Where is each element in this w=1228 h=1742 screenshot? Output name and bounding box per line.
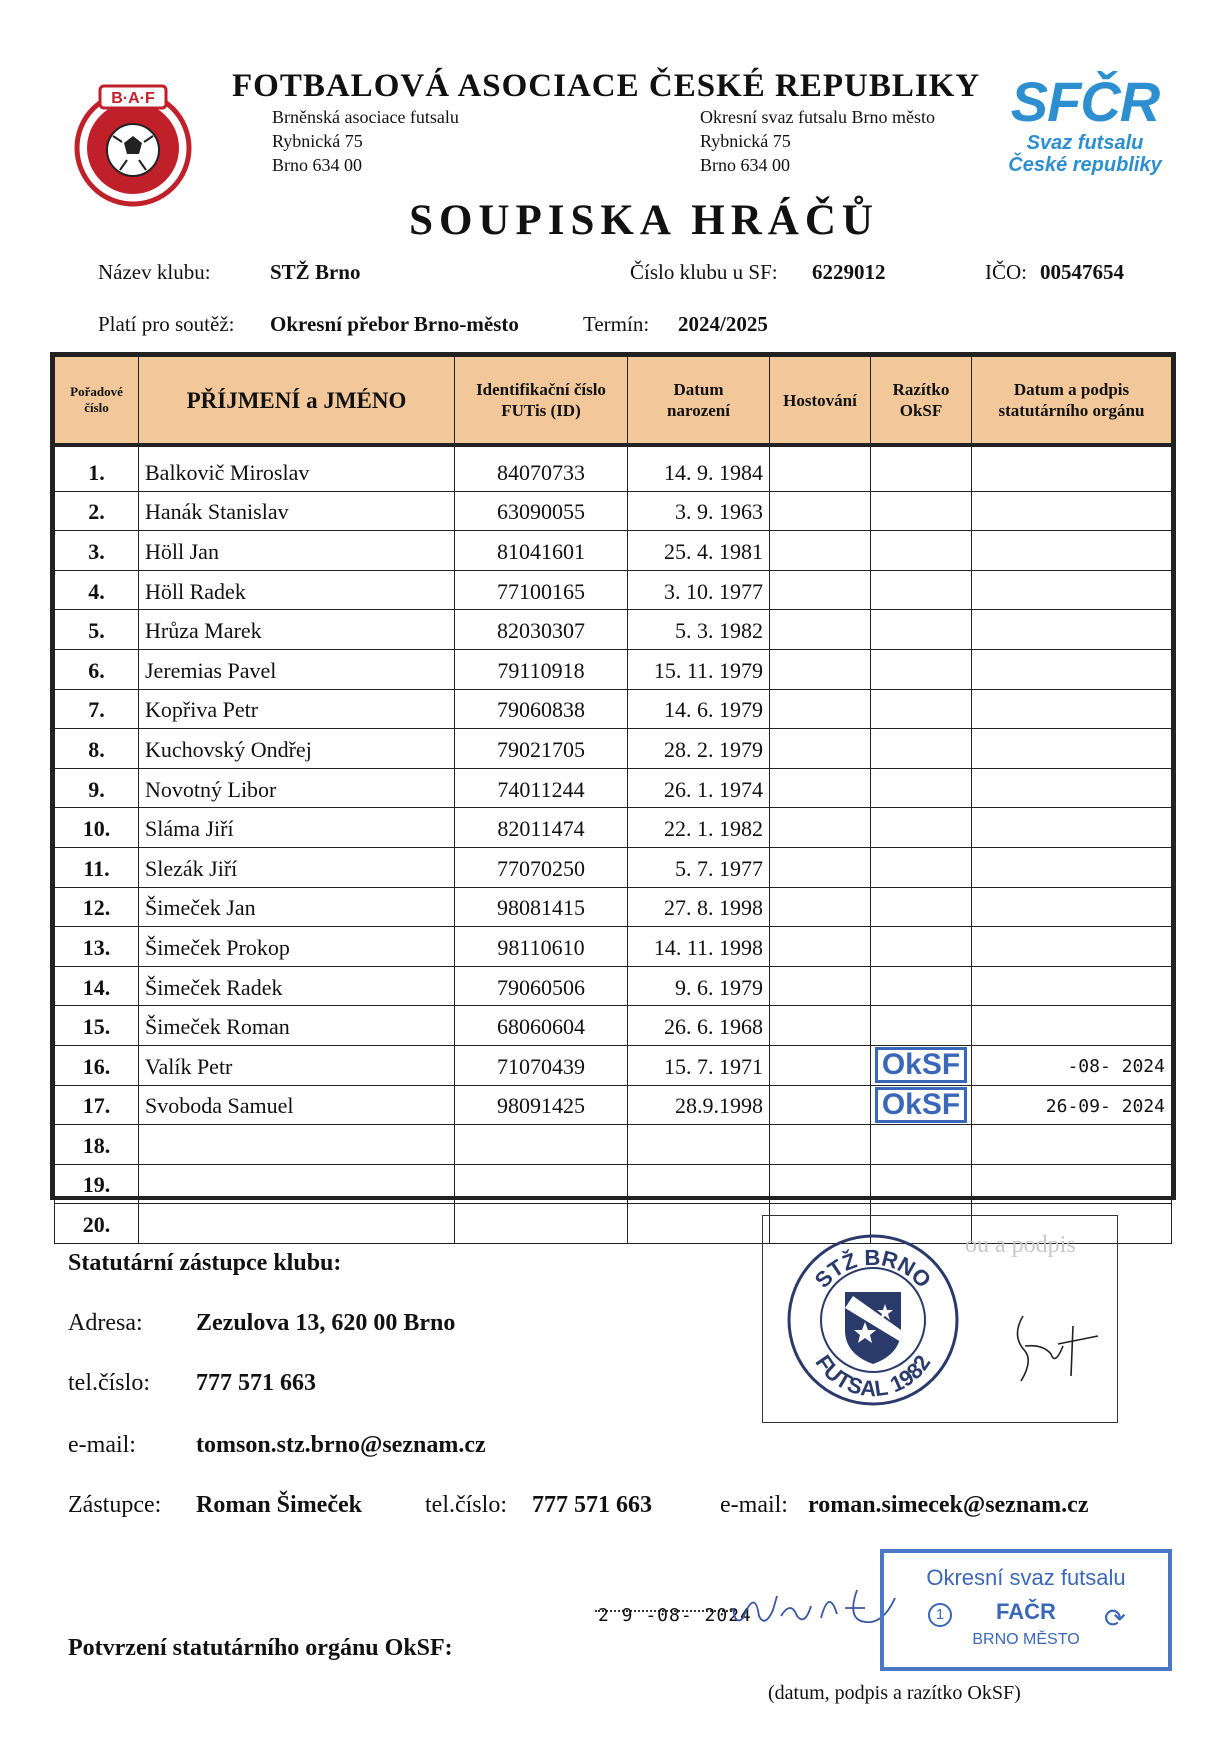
sfcr-logo-line: Svaz futsalu [1026, 132, 1144, 154]
hosting-cell [770, 649, 871, 689]
signature-cell [972, 729, 1172, 769]
row-number: 16. [55, 1045, 139, 1085]
table-row [55, 445, 1172, 491]
baf-logo [70, 82, 196, 208]
header-id [455, 357, 628, 446]
birth-date: 9. 6. 1979 [628, 966, 770, 1006]
signature-cell [972, 808, 1172, 848]
stamp-cell [871, 1164, 972, 1204]
ico-label: IČO: [985, 260, 1027, 284]
table-row [55, 729, 1172, 769]
player-id: 82030307 [455, 610, 628, 650]
seal-bottom-path: FUTSAL 1982 [810, 1350, 936, 1402]
phone-value: 777 571 663 [196, 1370, 316, 1396]
row-number: 1. [55, 445, 139, 491]
left-address-line: Brněnská asociace futsalu [272, 107, 459, 127]
birth-date: 25. 4. 1981 [628, 531, 770, 571]
header-stamp-line: Razítko [892, 380, 950, 399]
signature-cell [972, 887, 1172, 927]
competition-value: Okresní přebor Brno-město [270, 312, 519, 336]
signature-cell [972, 768, 1172, 808]
player-id: 81041601 [455, 531, 628, 571]
player-id [455, 1125, 628, 1165]
player-name: Šimeček Jan [139, 887, 455, 927]
player-id: 79110918 [455, 649, 628, 689]
confirmation-label: Potvrzení statutárního orgánu OkSF: [68, 1635, 453, 1661]
term-label: Termín: [583, 312, 650, 336]
confirmation-caption: (datum, podpis a razítko OkSF) [768, 1682, 1021, 1704]
oksf-stamp-line1: Okresní svaz futsalu [926, 1565, 1126, 1590]
table-row [55, 689, 1172, 729]
table-row [55, 610, 1172, 650]
deputy-phone-label: tel.číslo: [425, 1492, 507, 1518]
table-row [55, 887, 1172, 927]
term-value: 2024/2025 [678, 312, 768, 336]
player-id: 82011474 [455, 808, 628, 848]
player-id: 79060506 [455, 966, 628, 1006]
player-name [139, 1204, 455, 1244]
right-address-line: Brno 634 00 [700, 155, 790, 175]
email-label: e-mail: [68, 1432, 136, 1458]
signature-cell [972, 1164, 1172, 1204]
birth-date: 3. 9. 1963 [628, 491, 770, 531]
row-number: 18. [55, 1125, 139, 1165]
row-number: 9. [55, 768, 139, 808]
club-name-value: STŽ Brno [270, 260, 361, 284]
signature-cell [972, 649, 1172, 689]
hosting-cell [770, 531, 871, 571]
hosting-cell [770, 847, 871, 887]
stamp-cell [871, 1045, 972, 1085]
org-title: FOTBALOVÁ ASOCIACE ČESKÉ REPUBLIKY [232, 68, 981, 104]
address-label: Adresa: [68, 1310, 143, 1336]
stamp-cell [871, 491, 972, 531]
player-name: Sláma Jiří [139, 808, 455, 848]
table-row [55, 1125, 1172, 1165]
oksf-row-stamp: OkSF [875, 1087, 967, 1123]
player-id: 98110610 [455, 927, 628, 967]
birth-date: 15. 11. 1979 [628, 649, 770, 689]
left-address [272, 105, 459, 177]
player-name: Kuchovský Ondřej [139, 729, 455, 769]
table-row [55, 847, 1172, 887]
player-name: Höll Radek [139, 570, 455, 610]
player-id [455, 1164, 628, 1204]
deputy-phone-value: 777 571 663 [532, 1492, 652, 1518]
sfcr-logo-mark: SFČR [1010, 70, 1160, 133]
address-value: Zezulova 13, 620 00 Brno [196, 1310, 456, 1336]
hosting-cell [770, 445, 871, 491]
table-row [55, 927, 1172, 967]
header-dob [628, 357, 770, 446]
player-id: 77070250 [455, 847, 628, 887]
header-signature [972, 357, 1172, 446]
birth-date: 28. 2. 1979 [628, 729, 770, 769]
right-address [700, 105, 935, 177]
header-dob-line: narození [667, 401, 730, 420]
table-row [55, 649, 1172, 689]
row-number: 3. [55, 531, 139, 571]
player-name [139, 1164, 455, 1204]
table-row [55, 1085, 1172, 1125]
row-number: 4. [55, 570, 139, 610]
oksf-stamp-line2: FAČR [996, 1599, 1056, 1624]
header-signature-line: Datum a podpis [1013, 380, 1130, 399]
row-number: 17. [55, 1085, 139, 1125]
deputy-label: Zástupce: [68, 1492, 162, 1518]
player-id: 79021705 [455, 729, 628, 769]
table-row [55, 491, 1172, 531]
birth-date [628, 1164, 770, 1204]
left-address-line: Rybnická 75 [272, 131, 363, 151]
header-hosting: Hostování [770, 357, 871, 446]
signature-cell [972, 570, 1172, 610]
hosting-cell [770, 1045, 871, 1085]
row-number: 12. [55, 887, 139, 927]
birth-date [628, 1204, 770, 1244]
stamp-cell [871, 847, 972, 887]
baf-logo-text: B·A·F [111, 90, 155, 107]
stamp-cell [871, 729, 972, 769]
birth-date [628, 1125, 770, 1165]
header-name: PŘÍJMENÍ a JMÉNO [139, 357, 455, 446]
stamp-box-faded-text: ou a podpis [965, 1232, 1076, 1258]
birth-date: 14. 6. 1979 [628, 689, 770, 729]
player-name: Balkovič Miroslav [139, 445, 455, 491]
table-header-row [55, 357, 1172, 446]
oksf-stamp-number: 1 [928, 1603, 952, 1627]
signature-cell [972, 531, 1172, 571]
player-id: 71070439 [455, 1045, 628, 1085]
table-row [55, 570, 1172, 610]
header-order-line: Pořadové [70, 384, 123, 399]
player-id: 68060604 [455, 1006, 628, 1046]
stamp-cell [871, 966, 972, 1006]
header-signature-line: statutárního orgánu [998, 401, 1145, 420]
stamp-cell [871, 887, 972, 927]
confirmation-date: 2 9 -08- 2024 [598, 1605, 752, 1626]
player-id: 98091425 [455, 1085, 628, 1125]
header-stamp [871, 357, 972, 446]
hosting-cell [770, 887, 871, 927]
table-row [55, 768, 1172, 808]
club-seal [783, 1230, 963, 1410]
stamp-cell [871, 1006, 972, 1046]
row-number: 7. [55, 689, 139, 729]
row-number: 20. [55, 1204, 139, 1244]
deputy-name: Roman Šimeček [196, 1492, 362, 1518]
facr-logo-icon: ⟳ [1104, 1603, 1126, 1633]
signature-cell [972, 847, 1172, 887]
signature-cell [972, 445, 1172, 491]
signature-cell [972, 1006, 1172, 1046]
right-address-line: Okresní svaz futsalu Brno město [700, 107, 935, 127]
player-name: Šimeček Prokop [139, 927, 455, 967]
competition-label: Platí pro soutěž: [98, 312, 235, 336]
birth-date: 22. 1. 1982 [628, 808, 770, 848]
birth-date: 5. 7. 1977 [628, 847, 770, 887]
player-name [139, 1125, 455, 1165]
table-row [55, 808, 1172, 848]
player-name: Slezák Jiří [139, 847, 455, 887]
header-id-line: FUTis (ID) [501, 401, 581, 420]
hosting-cell [770, 610, 871, 650]
player-roster-table [50, 352, 1176, 1238]
representative-heading: Statutární zástupce klubu: [68, 1250, 342, 1276]
player-name: Svoboda Samuel [139, 1085, 455, 1125]
birth-date: 15. 7. 1971 [628, 1045, 770, 1085]
signature-cell [972, 610, 1172, 650]
player-name: Šimeček Roman [139, 1006, 455, 1046]
stamp-cell [871, 1125, 972, 1165]
hosting-cell [770, 570, 871, 610]
table-row [55, 1045, 1172, 1085]
header-order [55, 357, 139, 446]
row-number: 11. [55, 847, 139, 887]
signature-date: -08- 2024 [1067, 1056, 1165, 1078]
signature-date: 26-09- 2024 [1045, 1095, 1165, 1117]
table-row [55, 1164, 1172, 1204]
row-number: 8. [55, 729, 139, 769]
stamp-cell [871, 649, 972, 689]
header-order-line: číslo [84, 400, 109, 415]
player-name: Jeremias Pavel [139, 649, 455, 689]
hosting-cell [770, 729, 871, 769]
signature-cell [972, 1085, 1172, 1125]
signature-cell [972, 491, 1172, 531]
birth-date: 3. 10. 1977 [628, 570, 770, 610]
birth-date: 26. 1. 1974 [628, 768, 770, 808]
right-address-line: Rybnická 75 [700, 131, 791, 151]
player-id: 79060838 [455, 689, 628, 729]
row-number: 5. [55, 610, 139, 650]
stamp-cell [871, 531, 972, 571]
row-number: 6. [55, 649, 139, 689]
stamp-cell [871, 689, 972, 729]
signature-cell [972, 1045, 1172, 1085]
birth-date: 27. 8. 1998 [628, 887, 770, 927]
birth-date: 14. 9. 1984 [628, 445, 770, 491]
player-id: 77100165 [455, 570, 628, 610]
row-number: 13. [55, 927, 139, 967]
player-id: 98081415 [455, 887, 628, 927]
hosting-cell [770, 689, 871, 729]
hosting-cell [770, 927, 871, 967]
seal-top-path: STŽ BRNO [809, 1244, 937, 1293]
hosting-cell [770, 491, 871, 531]
player-name: Šimeček Radek [139, 966, 455, 1006]
header-dob-line: Datum [673, 380, 724, 399]
hosting-cell [770, 768, 871, 808]
player-name: Höll Jan [139, 531, 455, 571]
signature-cell [972, 1125, 1172, 1165]
row-number: 10. [55, 808, 139, 848]
player-id: 74011244 [455, 768, 628, 808]
player-id: 63090055 [455, 491, 628, 531]
seal-top-text [810, 1245, 937, 1293]
table-row [55, 531, 1172, 571]
hosting-cell [770, 1164, 871, 1204]
sfcr-logo [990, 72, 1180, 192]
sfcr-logo-line: České republiky [1008, 154, 1162, 176]
birth-date: 26. 6. 1968 [628, 1006, 770, 1046]
oksf-row-stamp: OkSF [875, 1047, 967, 1083]
table-row [55, 966, 1172, 1006]
player-name: Novotný Libor [139, 768, 455, 808]
doc-title: SOUPISKA HRÁČŮ [409, 197, 879, 244]
player-name: Hanák Stanislav [139, 491, 455, 531]
club-number-value: 6229012 [812, 260, 886, 284]
signature-cell [972, 927, 1172, 967]
row-number: 14. [55, 966, 139, 1006]
representative-heading-text: Statutární zástupce klubu [68, 1250, 334, 1276]
representative-signature [1003, 1306, 1103, 1396]
deputy-email-label: e-mail: [720, 1492, 788, 1518]
signature-cell [972, 966, 1172, 1006]
oksf-stamp-line3: BRNO MĚSTO [972, 1631, 1080, 1648]
birth-date: 5. 3. 1982 [628, 610, 770, 650]
hosting-cell [770, 966, 871, 1006]
stamp-cell [871, 808, 972, 848]
hosting-cell [770, 1085, 871, 1125]
oksf-stamp [880, 1549, 1172, 1671]
club-number-label: Číslo klubu u SF: [630, 260, 778, 284]
row-number: 19. [55, 1164, 139, 1204]
table-row [55, 1006, 1172, 1046]
stamp-cell [871, 610, 972, 650]
birth-date: 28.9.1998 [628, 1085, 770, 1125]
club-name-label: Název klubu: [98, 260, 211, 284]
hosting-cell [770, 1006, 871, 1046]
birth-date: 14. 11. 1998 [628, 927, 770, 967]
row-number: 15. [55, 1006, 139, 1046]
ico-value: 00547654 [1040, 260, 1124, 284]
player-id: 84070733 [455, 445, 628, 491]
stamp-cell [871, 927, 972, 967]
club-stamp-box [762, 1215, 1118, 1423]
stamp-cell [871, 570, 972, 610]
deputy-email-value: roman.simecek@seznam.cz [808, 1492, 1089, 1518]
header-id-line: Identifikační číslo [476, 380, 606, 399]
hosting-cell [770, 808, 871, 848]
player-id [455, 1204, 628, 1244]
header-stamp-line: OkSF [899, 401, 943, 420]
email-value: tomson.stz.brno@seznam.cz [196, 1432, 486, 1458]
player-name: Kopřiva Petr [139, 689, 455, 729]
phone-label: tel.číslo: [68, 1370, 150, 1396]
left-address-line: Brno 634 00 [272, 155, 362, 175]
hosting-cell [770, 1125, 871, 1165]
stamp-cell [871, 768, 972, 808]
player-name: Valík Petr [139, 1045, 455, 1085]
player-name: Hrůza Marek [139, 610, 455, 650]
stamp-cell [871, 1085, 972, 1125]
row-number: 2. [55, 491, 139, 531]
signature-cell [972, 689, 1172, 729]
stamp-cell [871, 445, 972, 491]
table-body [55, 445, 1172, 1243]
